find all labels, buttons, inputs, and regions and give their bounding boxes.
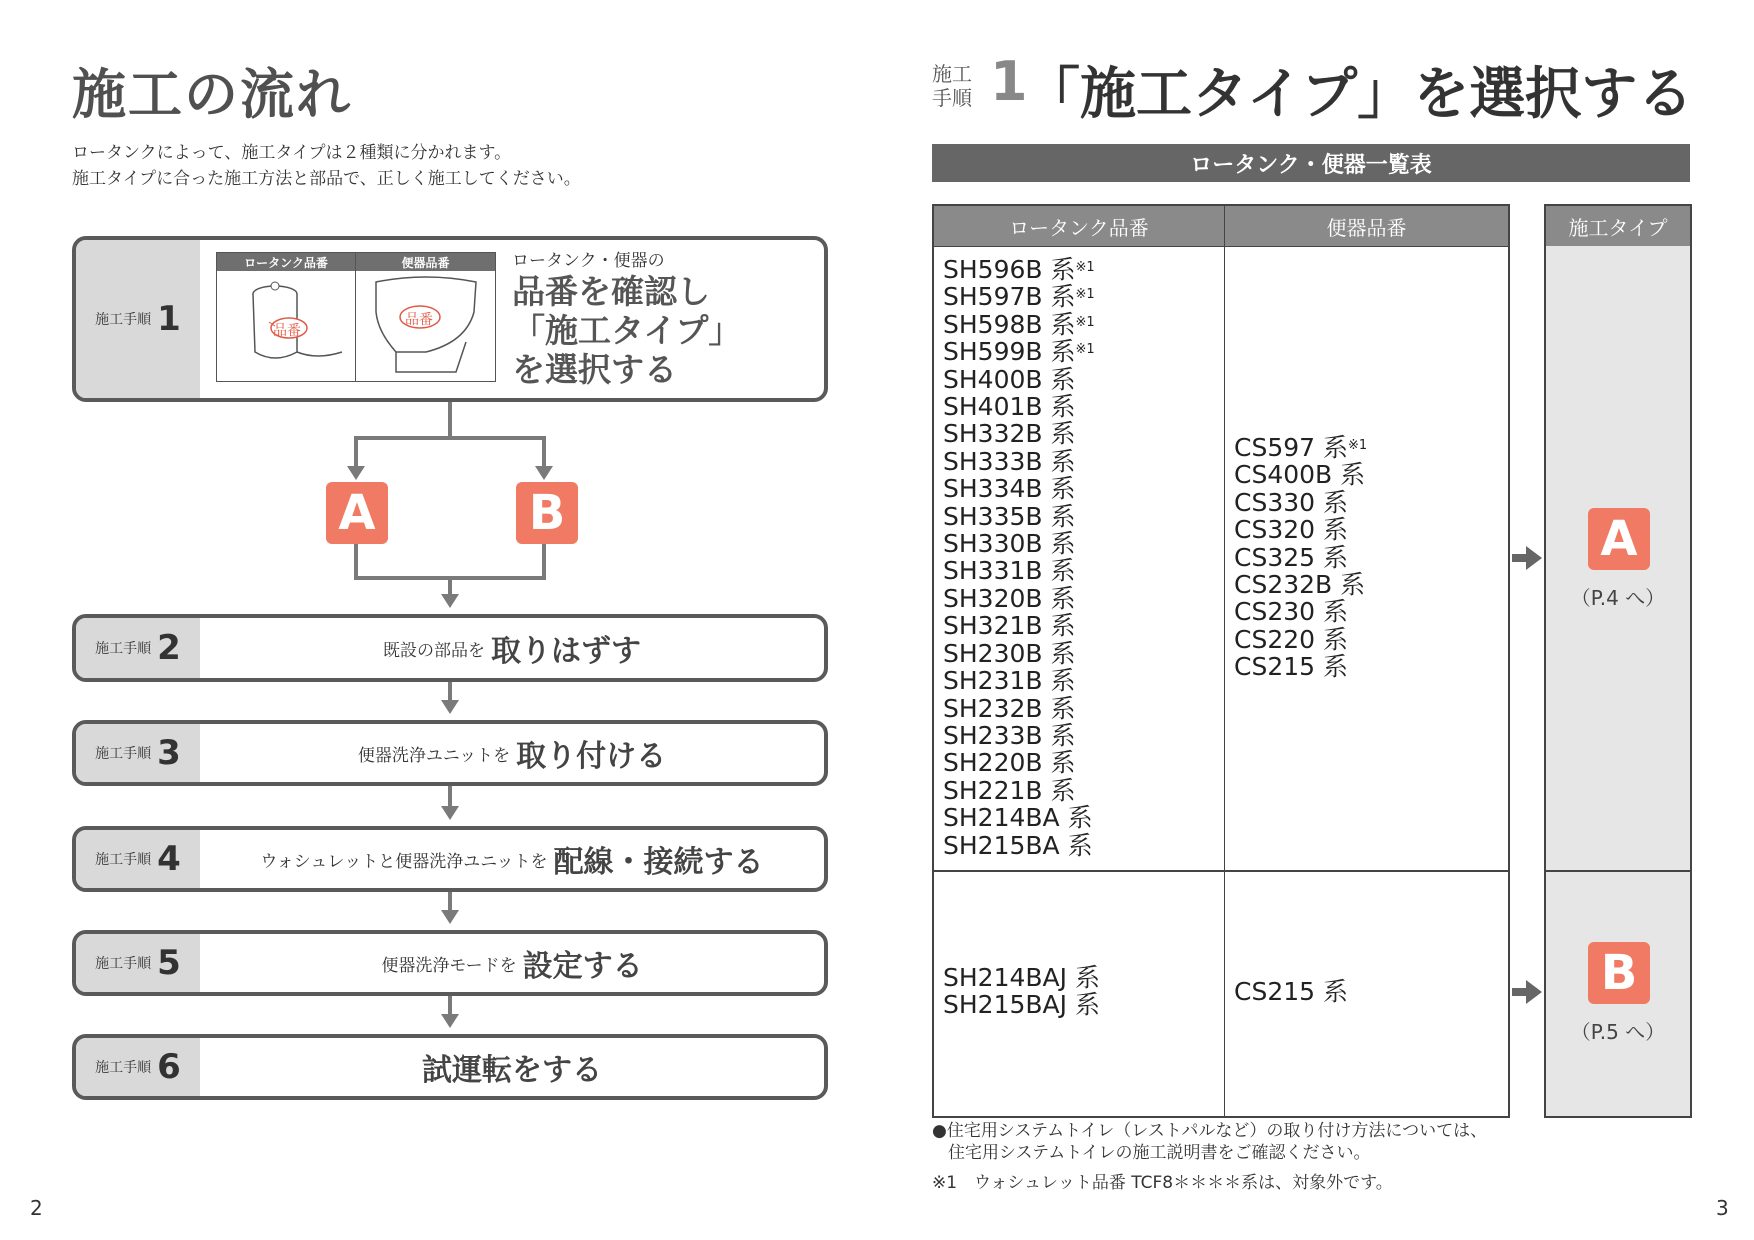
page-number-left: 2 bbox=[30, 1196, 43, 1220]
branch-a-badge: A bbox=[326, 482, 388, 544]
list-item: SH230B 系 bbox=[943, 638, 1076, 668]
list-item: SH401B 系 bbox=[943, 392, 1076, 422]
heading-step-label: 施工 手順 bbox=[932, 62, 972, 110]
connector bbox=[354, 544, 358, 578]
list-item: CS215 系 bbox=[1234, 652, 1348, 682]
heading-step-number: 1 bbox=[990, 50, 1028, 113]
note-system-toilet: ●住宅用システムトイレ（レストパルなど）の取り付け方法については、 住宅用システムトイレの施工説明書をご確認ください。 bbox=[932, 1121, 1488, 1163]
table-title-bar: ロータンク・便器一覧表 bbox=[932, 144, 1690, 182]
step-6-box: 施工手順 6 試運転をする bbox=[72, 1034, 828, 1100]
list-item: SH320B 系 bbox=[943, 583, 1076, 613]
step-3-box: 施工手順 3 便器洗浄ユニットを 取り付ける bbox=[72, 720, 828, 786]
list-item: CS230 系 bbox=[1234, 597, 1348, 627]
arrow-down-icon bbox=[441, 1014, 459, 1028]
list-item: SH214BA 系 bbox=[943, 803, 1093, 833]
list-item: SH215BAJ 系 bbox=[943, 990, 1100, 1020]
step-1-illustration bbox=[216, 252, 496, 382]
connector bbox=[354, 436, 546, 440]
arrow-right-icon bbox=[1512, 980, 1544, 1004]
step-4-box: 施工手順 4 ウォシュレットと便器洗浄ユニットを 配線・接続する bbox=[72, 826, 828, 892]
list-item: SH233B 系 bbox=[943, 720, 1076, 750]
list-item: SH220B 系 bbox=[943, 748, 1076, 778]
step-1-text-small: ロータンク・便器の bbox=[512, 251, 665, 271]
connector bbox=[448, 892, 452, 912]
connector bbox=[448, 996, 452, 1016]
step-1-text-big: 品番を確認し 「施工タイプ」 を選択する bbox=[512, 272, 742, 389]
list-item: SH599B 系$^{※1}$ bbox=[943, 337, 1095, 367]
list-item: SH335B 系 bbox=[943, 501, 1076, 531]
list-item: SH333B 系 bbox=[943, 446, 1076, 476]
arrow-right-icon bbox=[1512, 546, 1544, 570]
connector bbox=[542, 544, 546, 578]
list-item: CS215 系 bbox=[1234, 977, 1348, 1006]
illus-tag-tank: 品番 bbox=[273, 323, 301, 339]
list-item: SH334B 系 bbox=[943, 474, 1076, 504]
list-item: SH321B 系 bbox=[943, 611, 1076, 641]
list-item: SH598B 系$^{※1}$ bbox=[943, 309, 1095, 339]
arrow-down-icon bbox=[441, 910, 459, 924]
product-table bbox=[932, 204, 1510, 1118]
list-item: SH221B 系 bbox=[943, 775, 1076, 805]
list-item: CS597 系$^{※1}$ bbox=[1234, 433, 1368, 462]
group-b-bowl-list bbox=[1234, 978, 1348, 1005]
step-5-box: 施工手順 5 便器洗浄モードを 設定する bbox=[72, 930, 828, 996]
intro-text: ロータンクによって、施工タイプは２種類に分かれます。 施工タイプに合った施工方法と部品で、正しく施工してください。 bbox=[72, 143, 581, 189]
illus-header-tank: ロータンク品番 bbox=[217, 253, 355, 271]
list-item: CS220 系 bbox=[1234, 624, 1348, 654]
illus-tag-bowl: 品番 bbox=[405, 312, 433, 328]
list-item: CS330 系 bbox=[1234, 487, 1348, 517]
col-header-type: 施工タイプ bbox=[1546, 206, 1690, 246]
list-item: SH332B 系 bbox=[943, 419, 1076, 449]
page-number-right: 3 bbox=[1716, 1196, 1729, 1220]
type-column bbox=[1544, 204, 1692, 1118]
branch-b-badge: B bbox=[516, 482, 578, 544]
list-item: SH231B 系 bbox=[943, 666, 1076, 696]
list-item: SH330B 系 bbox=[943, 529, 1076, 559]
type-b-page-ref: （P.5 へ） bbox=[1570, 1020, 1666, 1044]
arrow-down-icon bbox=[441, 806, 459, 820]
type-a-page-ref: （P.4 へ） bbox=[1570, 586, 1666, 610]
list-item: CS232B 系 bbox=[1234, 570, 1366, 600]
list-item: SH596B 系$^{※1}$ bbox=[943, 255, 1095, 284]
list-item: SH331B 系 bbox=[943, 556, 1076, 586]
connector bbox=[448, 786, 452, 808]
col-header-tank: ロータンク品番 bbox=[934, 206, 1224, 246]
arrow-down-icon bbox=[347, 466, 365, 480]
arrow-down-icon bbox=[441, 594, 459, 608]
group-a-tank-list bbox=[943, 256, 1095, 859]
connector bbox=[448, 682, 452, 702]
list-item: SH597B 系$^{※1}$ bbox=[943, 282, 1095, 312]
page-title: 施工の流れ bbox=[72, 63, 352, 126]
list-item: SH400B 系 bbox=[943, 364, 1076, 394]
type-b-badge: B bbox=[1588, 942, 1650, 1004]
note-footnote-1: ※1 ウォシュレット品番 TCF8＊＊＊＊系は、対象外です。 bbox=[932, 1173, 1393, 1193]
list-item: SH214BAJ 系 bbox=[943, 963, 1100, 992]
arrow-down-icon bbox=[535, 466, 553, 480]
heading-title: 「施工タイプ」を選択する bbox=[1024, 62, 1694, 127]
connector bbox=[448, 402, 452, 438]
illus-header-bowl: 便器品番 bbox=[356, 253, 495, 271]
list-item: SH215BA 系 bbox=[943, 830, 1093, 860]
type-a-badge: A bbox=[1588, 508, 1650, 570]
group-a-bowl-list bbox=[1234, 434, 1367, 681]
step-1-label: 施工手順 1 bbox=[76, 240, 200, 398]
group-b-tank-list bbox=[943, 964, 1100, 1019]
list-item: CS325 系 bbox=[1234, 542, 1348, 572]
list-item: CS400B 系 bbox=[1234, 460, 1366, 490]
col-header-bowl: 便器品番 bbox=[1225, 206, 1508, 246]
arrow-down-icon bbox=[441, 700, 459, 714]
list-item: CS320 系 bbox=[1234, 515, 1348, 545]
list-item: SH232B 系 bbox=[943, 693, 1076, 723]
step-2-box: 施工手順 2 既設の部品を 取りはずす bbox=[72, 614, 828, 682]
